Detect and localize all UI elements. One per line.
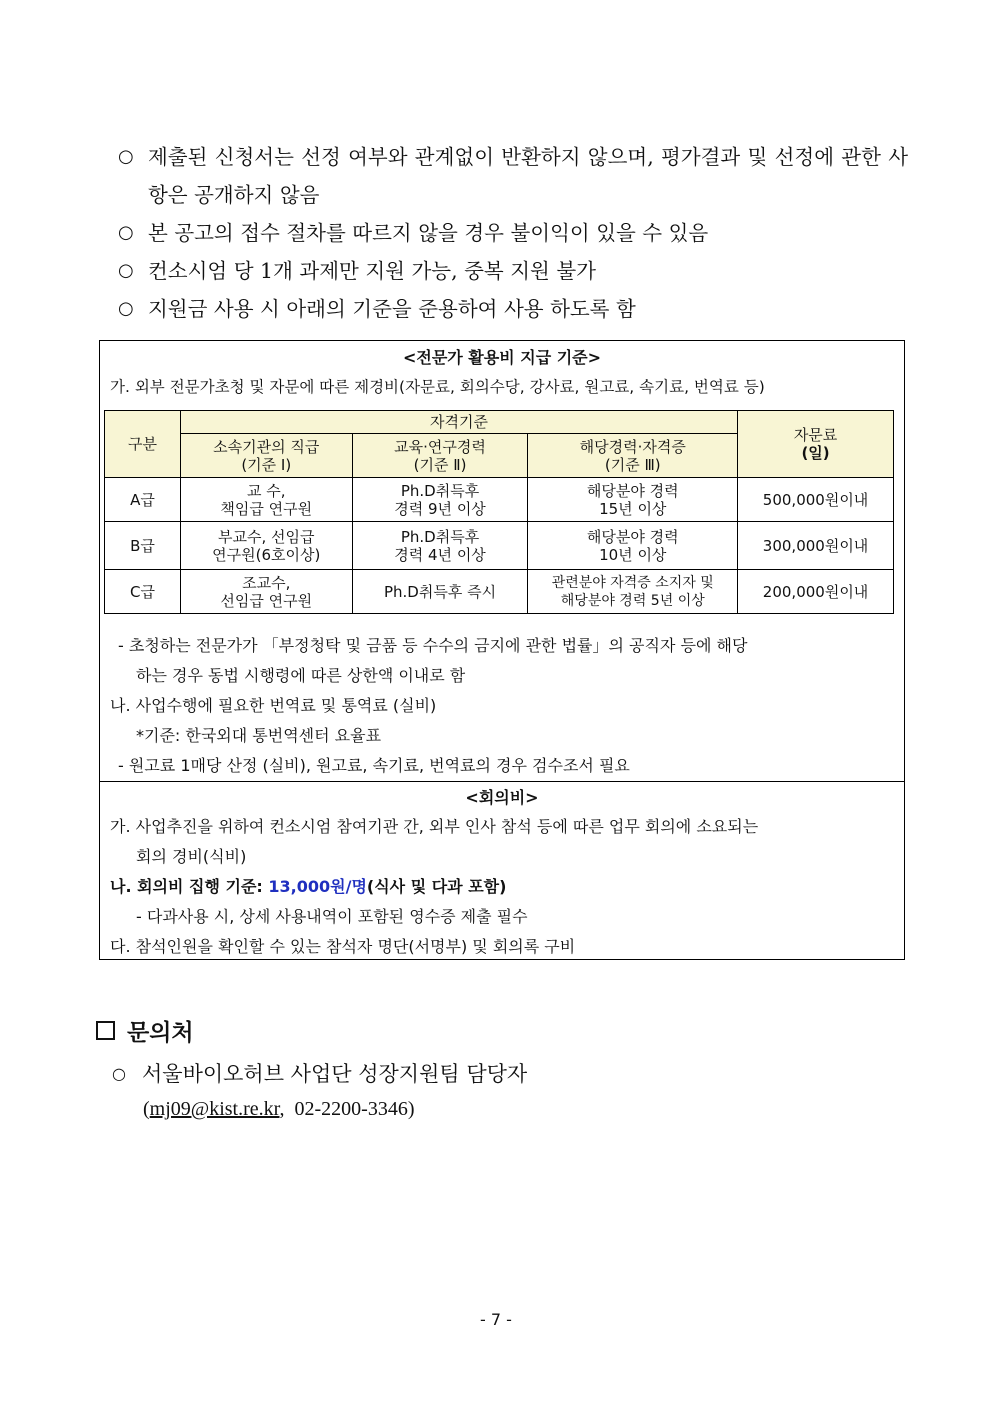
phone-number: 02-2200-3346): [294, 1098, 415, 1120]
notice-bullets: [118, 138, 908, 328]
meeting-line-da: 다. 참석인원을 확인할 수 있는 참석자 명단(서명부) 및 회의록 구비: [110, 937, 576, 956]
meeting-line-na: 나. 회의비 집행 기준: 13,000원/명(식사 및 다과 포함): [110, 877, 507, 896]
expert-fee-section: [100, 341, 904, 782]
header-criterion-2: 교육·연구경력 (기준 Ⅱ): [352, 434, 528, 478]
expert-fee-table: [104, 410, 894, 614]
expert-fee-line-dash: - 원고료 1매당 산정 (실비), 원고료, 속기료, 번역료의 경우 검수조서 필요: [118, 756, 630, 775]
meeting-fee-title: <회의비>: [465, 788, 539, 807]
table-row: C급 조교수, 선임급 연구원 Ph.D취득후 즉시 관련분야 자격증 소지자 및 해당분야 경력 5년 이상 200,000원이내: [105, 570, 894, 614]
header-qualification: 자격기준: [180, 411, 737, 434]
inquiry-item: ○ 서울바이오허브 사업단 성장지원팀 담당자: [112, 1062, 528, 1086]
bullet-item: ○ 컨소시엄 당 1개 과제만 지원 가능, 중복 지원 불가: [118, 259, 596, 283]
meeting-line-ga: 가. 사업추진을 위하여 컨소시엄 참여기관 간, 외부 인사 참석 등에 따른 업무 회의에 소요되는: [110, 817, 759, 836]
bullet-item: ○ 제출된 신청서는 선정 여부와 관계없이 반환하지 않으며, 평가결과 및 선정에 관한 사항은 공개하지 않음: [118, 145, 908, 207]
email-link[interactable]: mj09@kist.re.kr: [149, 1098, 280, 1120]
expert-fee-line-na: 나. 사업수행에 필요한 번역료 및 통역료 (실비): [110, 696, 437, 715]
page-number: - 7 -: [480, 1310, 512, 1329]
header-fee: 자문료 (일): [738, 411, 894, 478]
expert-fee-title: <전문가 활용비 지급 기준>: [402, 348, 602, 367]
bullet-item: ○ 지원금 사용 시 아래의 기준을 준용하여 사용 하도록 함: [118, 297, 636, 321]
inquiry-heading: 문의처: [96, 1014, 194, 1047]
expert-fee-notes: [100, 631, 904, 781]
note-public-official-cont: 하는 경우 동법 시행령에 따른 상한액 이내로 함: [136, 666, 466, 685]
header-criterion-3: 해당경력·자격증 (기준 Ⅲ): [528, 434, 738, 478]
bullet-item: ○ 본 공고의 접수 절차를 따르지 않을 경우 불이익이 있을 수 있음: [118, 221, 709, 245]
expert-fee-line-na-sub: *기준: 한국외대 통번역센터 요율표: [136, 726, 382, 745]
meeting-line-ga-cont: 회의 경비(식비): [136, 847, 247, 866]
meeting-fee-section: [100, 782, 904, 962]
table-row: A급 교 수, 책임급 연구원 Ph.D취득후 경력 9년 이상 해당분야 경력 15년 이상 500,000원이내: [105, 478, 894, 522]
criteria-box: [99, 340, 905, 960]
table-row: B급 부교수, 선임급 연구원(6호이상) Ph.D취득후 경력 4년 이상 해당분야 경력 10년 이상 300,000원이내: [105, 522, 894, 570]
expert-fee-line-ga: 가. 외부 전문가초청 및 자문에 따른 제경비(자문료, 회의수당, 강사료, 원고료, 속기료, 번역료 등): [110, 378, 765, 396]
header-gubun: 구분: [105, 411, 181, 478]
note-public-official: - 초청하는 전문가가 「부정청탁 및 금품 등 수수의 금지에 관한 법률」의 공직자 등에 해당: [118, 636, 748, 655]
checkbox-square-icon: [96, 1021, 115, 1040]
meeting-line-na-sub: - 다과사용 시, 상세 사용내역이 포함된 영수증 제출 필수: [136, 907, 528, 926]
inquiry-contact: (mj09@kist.re.kr, 02-2200-3346): [143, 1098, 415, 1120]
meeting-amount: 13,000원/명: [268, 877, 367, 896]
header-criterion-1: 소속기관의 직급 (기준 Ⅰ): [180, 434, 352, 478]
